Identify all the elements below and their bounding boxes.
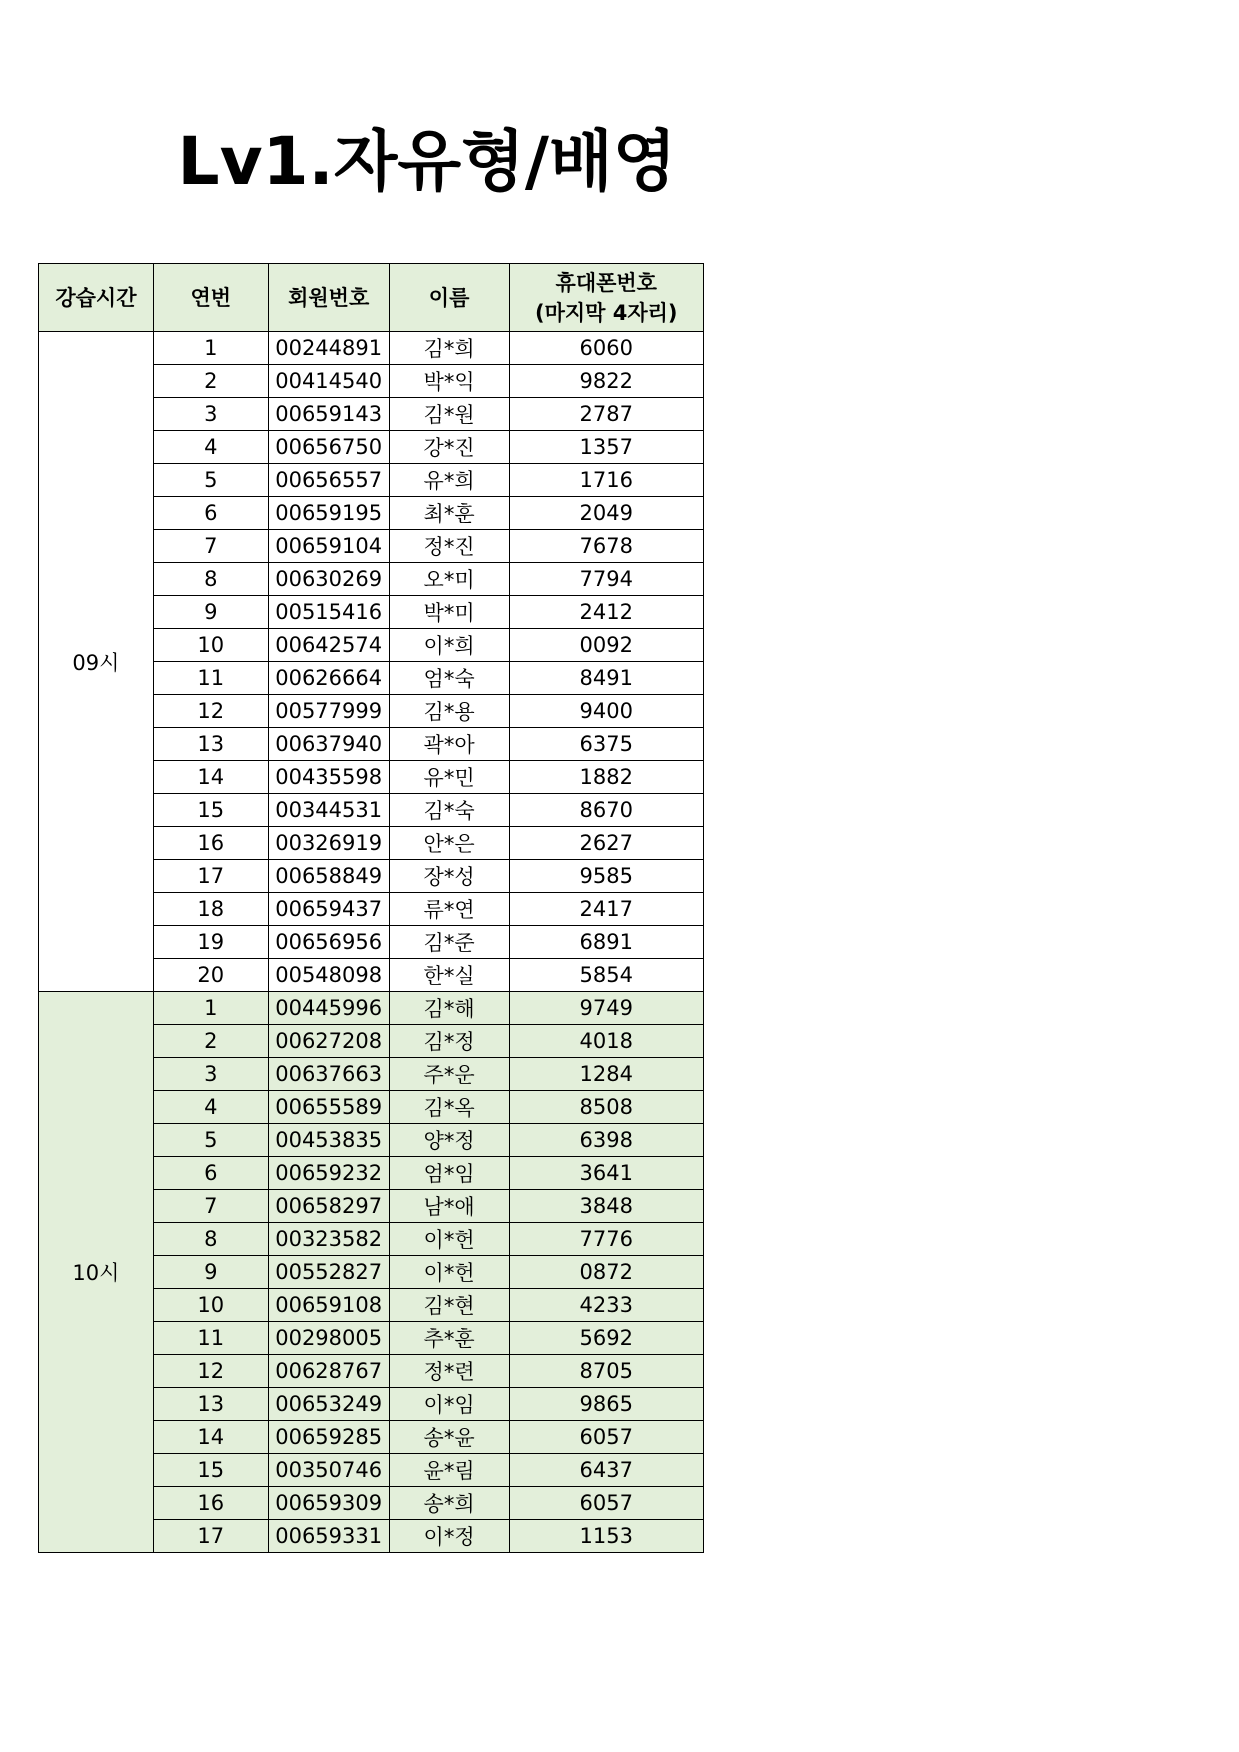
seq-cell: 11 bbox=[153, 662, 268, 695]
name-cell: 유*희 bbox=[389, 464, 509, 497]
member-number-cell: 00653249 bbox=[268, 1388, 389, 1421]
seq-cell: 3 bbox=[153, 1058, 268, 1091]
session-time-cell: 09시 bbox=[39, 332, 154, 992]
name-cell: 김*원 bbox=[389, 398, 509, 431]
name-cell: 이*희 bbox=[389, 629, 509, 662]
table-header bbox=[39, 264, 704, 332]
phone-last4-cell: 3848 bbox=[509, 1190, 703, 1223]
name-cell: 김*정 bbox=[389, 1025, 509, 1058]
member-number-cell: 00642574 bbox=[268, 629, 389, 662]
member-number-cell: 00637940 bbox=[268, 728, 389, 761]
phone-last4-cell: 1357 bbox=[509, 431, 703, 464]
phone-last4-cell: 8491 bbox=[509, 662, 703, 695]
seq-cell: 10 bbox=[153, 629, 268, 662]
header-phone-line1: 휴대폰번호 bbox=[555, 270, 657, 295]
table-row bbox=[39, 332, 704, 365]
name-cell: 최*훈 bbox=[389, 497, 509, 530]
member-number-cell: 00659309 bbox=[268, 1487, 389, 1520]
name-cell: 엄*임 bbox=[389, 1157, 509, 1190]
phone-last4-cell: 1153 bbox=[509, 1520, 703, 1553]
phone-last4-cell: 7794 bbox=[509, 563, 703, 596]
member-number-cell: 00655589 bbox=[268, 1091, 389, 1124]
name-cell: 이*정 bbox=[389, 1520, 509, 1553]
phone-last4-cell: 6057 bbox=[509, 1421, 703, 1454]
phone-last4-cell: 7678 bbox=[509, 530, 703, 563]
phone-last4-cell: 2049 bbox=[509, 497, 703, 530]
header-time: 강습시간 bbox=[39, 264, 154, 332]
member-number-cell: 00577999 bbox=[268, 695, 389, 728]
name-cell: 곽*아 bbox=[389, 728, 509, 761]
seq-cell: 5 bbox=[153, 464, 268, 497]
member-number-cell: 00659143 bbox=[268, 398, 389, 431]
seq-cell: 7 bbox=[153, 1190, 268, 1223]
name-cell: 양*정 bbox=[389, 1124, 509, 1157]
name-cell: 김*준 bbox=[389, 926, 509, 959]
phone-last4-cell: 5854 bbox=[509, 959, 703, 992]
name-cell: 박*익 bbox=[389, 365, 509, 398]
name-cell: 한*실 bbox=[389, 959, 509, 992]
phone-last4-cell: 9400 bbox=[509, 695, 703, 728]
seq-cell: 13 bbox=[153, 728, 268, 761]
phone-last4-cell: 6375 bbox=[509, 728, 703, 761]
name-cell: 장*성 bbox=[389, 860, 509, 893]
member-number-cell: 00552827 bbox=[268, 1256, 389, 1289]
header-row bbox=[39, 264, 704, 332]
member-number-cell: 00659331 bbox=[268, 1520, 389, 1553]
member-number-cell: 00659232 bbox=[268, 1157, 389, 1190]
phone-last4-cell: 1716 bbox=[509, 464, 703, 497]
name-cell: 정*련 bbox=[389, 1355, 509, 1388]
seq-cell: 9 bbox=[153, 1256, 268, 1289]
roster-table bbox=[38, 263, 704, 1553]
phone-last4-cell: 4018 bbox=[509, 1025, 703, 1058]
phone-last4-cell: 2412 bbox=[509, 596, 703, 629]
seq-cell: 11 bbox=[153, 1322, 268, 1355]
member-number-cell: 00350746 bbox=[268, 1454, 389, 1487]
member-number-cell: 00548098 bbox=[268, 959, 389, 992]
name-cell: 박*미 bbox=[389, 596, 509, 629]
member-number-cell: 00656956 bbox=[268, 926, 389, 959]
phone-last4-cell: 6437 bbox=[509, 1454, 703, 1487]
seq-cell: 4 bbox=[153, 431, 268, 464]
seq-cell: 10 bbox=[153, 1289, 268, 1322]
member-number-cell: 00630269 bbox=[268, 563, 389, 596]
header-name: 이름 bbox=[389, 264, 509, 332]
seq-cell: 6 bbox=[153, 497, 268, 530]
seq-cell: 17 bbox=[153, 1520, 268, 1553]
name-cell: 윤*림 bbox=[389, 1454, 509, 1487]
seq-cell: 8 bbox=[153, 1223, 268, 1256]
seq-cell: 13 bbox=[153, 1388, 268, 1421]
phone-last4-cell: 5692 bbox=[509, 1322, 703, 1355]
member-number-cell: 00326919 bbox=[268, 827, 389, 860]
name-cell: 정*진 bbox=[389, 530, 509, 563]
seq-cell: 5 bbox=[153, 1124, 268, 1157]
member-number-cell: 00628767 bbox=[268, 1355, 389, 1388]
member-number-cell: 00637663 bbox=[268, 1058, 389, 1091]
phone-last4-cell: 8705 bbox=[509, 1355, 703, 1388]
member-number-cell: 00658297 bbox=[268, 1190, 389, 1223]
name-cell: 안*은 bbox=[389, 827, 509, 860]
phone-last4-cell: 9865 bbox=[509, 1388, 703, 1421]
name-cell: 이*헌 bbox=[389, 1256, 509, 1289]
name-cell: 김*현 bbox=[389, 1289, 509, 1322]
phone-last4-cell: 4233 bbox=[509, 1289, 703, 1322]
name-cell: 김*희 bbox=[389, 332, 509, 365]
phone-last4-cell: 6060 bbox=[509, 332, 703, 365]
seq-cell: 2 bbox=[153, 365, 268, 398]
phone-last4-cell: 7776 bbox=[509, 1223, 703, 1256]
seq-cell: 16 bbox=[153, 827, 268, 860]
header-phone-line2: (마지막 4자리) bbox=[534, 300, 678, 325]
member-number-cell: 00445996 bbox=[268, 992, 389, 1025]
member-number-cell: 00659195 bbox=[268, 497, 389, 530]
seq-cell: 1 bbox=[153, 332, 268, 365]
seq-cell: 6 bbox=[153, 1157, 268, 1190]
member-number-cell: 00298005 bbox=[268, 1322, 389, 1355]
member-number-cell: 00344531 bbox=[268, 794, 389, 827]
name-cell: 류*연 bbox=[389, 893, 509, 926]
seq-cell: 8 bbox=[153, 563, 268, 596]
seq-cell: 15 bbox=[153, 1454, 268, 1487]
member-number-cell: 00414540 bbox=[268, 365, 389, 398]
phone-last4-cell: 9749 bbox=[509, 992, 703, 1025]
phone-last4-cell: 8670 bbox=[509, 794, 703, 827]
page-title: Lv1.자유형/배영 bbox=[177, 123, 677, 200]
name-cell: 남*애 bbox=[389, 1190, 509, 1223]
seq-cell: 2 bbox=[153, 1025, 268, 1058]
seq-cell: 9 bbox=[153, 596, 268, 629]
member-number-cell: 00658849 bbox=[268, 860, 389, 893]
phone-last4-cell: 6057 bbox=[509, 1487, 703, 1520]
seq-cell: 19 bbox=[153, 926, 268, 959]
member-number-cell: 00453835 bbox=[268, 1124, 389, 1157]
name-cell: 송*윤 bbox=[389, 1421, 509, 1454]
member-number-cell: 00244891 bbox=[268, 332, 389, 365]
seq-cell: 18 bbox=[153, 893, 268, 926]
name-cell: 이*임 bbox=[389, 1388, 509, 1421]
member-number-cell: 00626664 bbox=[268, 662, 389, 695]
phone-last4-cell: 6891 bbox=[509, 926, 703, 959]
seq-cell: 20 bbox=[153, 959, 268, 992]
seq-cell: 17 bbox=[153, 860, 268, 893]
member-number-cell: 00656557 bbox=[268, 464, 389, 497]
phone-last4-cell: 2787 bbox=[509, 398, 703, 431]
header-seq: 연번 bbox=[153, 264, 268, 332]
seq-cell: 7 bbox=[153, 530, 268, 563]
name-cell: 김*용 bbox=[389, 695, 509, 728]
phone-last4-cell: 0092 bbox=[509, 629, 703, 662]
phone-last4-cell: 9585 bbox=[509, 860, 703, 893]
table-body bbox=[39, 332, 704, 1553]
phone-last4-cell: 8508 bbox=[509, 1091, 703, 1124]
seq-cell: 12 bbox=[153, 1355, 268, 1388]
phone-last4-cell: 2627 bbox=[509, 827, 703, 860]
seq-cell: 1 bbox=[153, 992, 268, 1025]
seq-cell: 14 bbox=[153, 1421, 268, 1454]
table-row bbox=[39, 992, 704, 1025]
seq-cell: 12 bbox=[153, 695, 268, 728]
name-cell: 김*옥 bbox=[389, 1091, 509, 1124]
member-number-cell: 00656750 bbox=[268, 431, 389, 464]
member-number-cell: 00659437 bbox=[268, 893, 389, 926]
name-cell: 이*헌 bbox=[389, 1223, 509, 1256]
name-cell: 추*훈 bbox=[389, 1322, 509, 1355]
seq-cell: 3 bbox=[153, 398, 268, 431]
header-member: 회원번호 bbox=[268, 264, 389, 332]
seq-cell: 4 bbox=[153, 1091, 268, 1124]
phone-last4-cell: 6398 bbox=[509, 1124, 703, 1157]
member-number-cell: 00323582 bbox=[268, 1223, 389, 1256]
name-cell: 송*희 bbox=[389, 1487, 509, 1520]
name-cell: 강*진 bbox=[389, 431, 509, 464]
member-number-cell: 00659104 bbox=[268, 530, 389, 563]
seq-cell: 14 bbox=[153, 761, 268, 794]
member-number-cell: 00435598 bbox=[268, 761, 389, 794]
name-cell: 주*운 bbox=[389, 1058, 509, 1091]
seq-cell: 16 bbox=[153, 1487, 268, 1520]
phone-last4-cell: 0872 bbox=[509, 1256, 703, 1289]
name-cell: 엄*숙 bbox=[389, 662, 509, 695]
phone-last4-cell: 3641 bbox=[509, 1157, 703, 1190]
phone-last4-cell: 1284 bbox=[509, 1058, 703, 1091]
phone-last4-cell: 2417 bbox=[509, 893, 703, 926]
name-cell: 김*숙 bbox=[389, 794, 509, 827]
member-number-cell: 00659108 bbox=[268, 1289, 389, 1322]
member-number-cell: 00515416 bbox=[268, 596, 389, 629]
name-cell: 유*민 bbox=[389, 761, 509, 794]
phone-last4-cell: 9822 bbox=[509, 365, 703, 398]
name-cell: 오*미 bbox=[389, 563, 509, 596]
member-number-cell: 00659285 bbox=[268, 1421, 389, 1454]
name-cell: 김*해 bbox=[389, 992, 509, 1025]
phone-last4-cell: 1882 bbox=[509, 761, 703, 794]
member-number-cell: 00627208 bbox=[268, 1025, 389, 1058]
header-phone bbox=[509, 264, 703, 332]
seq-cell: 15 bbox=[153, 794, 268, 827]
session-time-cell: 10시 bbox=[39, 992, 154, 1553]
